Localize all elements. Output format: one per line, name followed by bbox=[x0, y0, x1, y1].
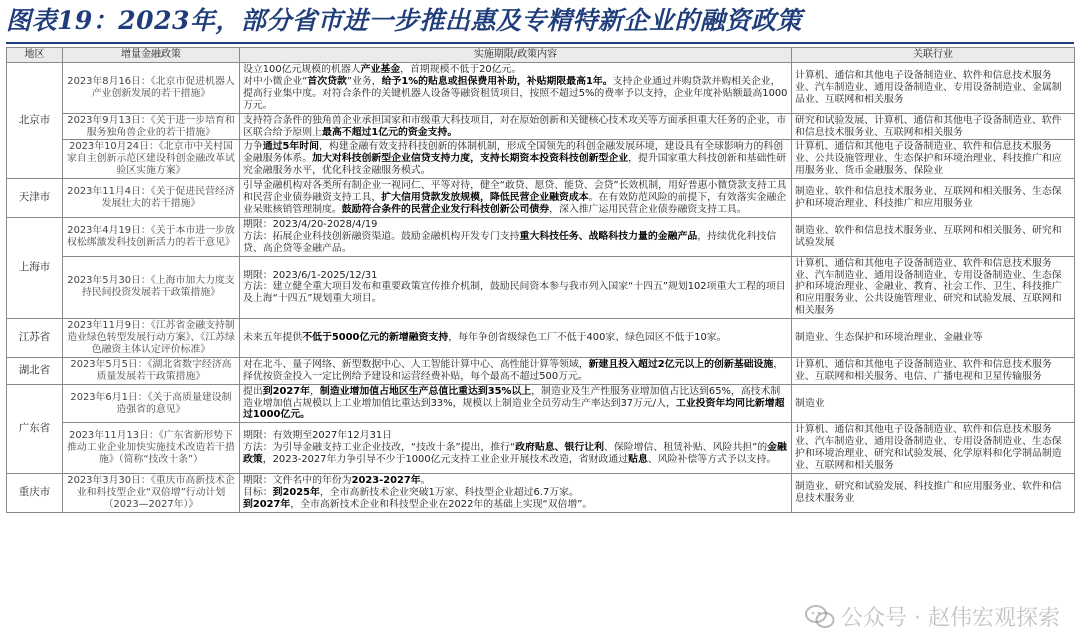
content-highlight: 制造业增加值占地区生产总值比重达到35%以上 bbox=[319, 385, 532, 397]
header-industry: 关联行业 bbox=[792, 48, 1075, 63]
table-row bbox=[7, 474, 1075, 513]
policy-cell: 2023年11月13日：《广东省新形势下推动工业企业加快实施技术改造若干措施》（简称“技改十条”） bbox=[63, 423, 240, 474]
content-text: 支持企业通过并购贷款并购相关企业，提高行业集中度。对符合条件的关键机器人设备等融资租赁项目，按照不超过5%的费率予以支持，企业年度补贴额最高1000万元。 bbox=[243, 75, 788, 111]
table-row bbox=[7, 140, 1075, 179]
table-row bbox=[7, 357, 1075, 384]
region-cell: 广东省 bbox=[7, 384, 63, 473]
content-text: 。 bbox=[420, 475, 431, 486]
region-cell: 上海市 bbox=[7, 217, 63, 318]
content-cell bbox=[240, 256, 792, 319]
content-highlight: 给予1%的贴息或担保费用补助，补贴期限最高1年。 bbox=[381, 75, 613, 87]
content-highlight: 金融政策 bbox=[243, 442, 787, 466]
header-policy: 增量金融政策 bbox=[63, 48, 240, 63]
industry-cell: 制造业、软件和信息技术服务业、互联网和相关服务、生态保护和环境治理业、科技推广和应用服务业 bbox=[792, 179, 1075, 218]
policy-cell: 2023年5月30日：《上海市加大力度支持民间投资发展若干政策措施》 bbox=[63, 256, 240, 319]
policy-cell: 2023年9月13日：《关于进一步培育和服务独角兽企业的若干措施》 bbox=[63, 113, 240, 140]
content-highlight: 鼓励符合条件的民营企业发行科技创新公司债券 bbox=[341, 203, 550, 215]
content-text: 未来五年提供 bbox=[243, 332, 303, 344]
content-text: 期限：文件名中的年份为 bbox=[243, 475, 352, 486]
content-cell bbox=[240, 217, 792, 256]
content-highlight: 贴息 bbox=[628, 454, 648, 466]
content-text: ，深入推广运用民营企业债券融资支持工具。 bbox=[549, 203, 747, 215]
industry-cell: 计算机、通信和其他电子设备制造业、软件和信息技术服务业、公共设施管理业、生态保护和环境治理业、科技推广和应用服务业、货币金融服务、保险业 bbox=[792, 140, 1075, 179]
content-highlight: 工业投资年均同比新增超过1000亿元。 bbox=[243, 397, 785, 421]
table-row bbox=[7, 179, 1075, 218]
content-highlight: 政府贴息、银行让利 bbox=[515, 442, 604, 454]
content-cell bbox=[240, 319, 792, 358]
watermark-text: 公众号 · 赵伟宏观探索 bbox=[841, 606, 1060, 630]
content-text: 对在北斗、量子网络、新型数据中心、人工智能计算中心、高性能计算等领域， bbox=[243, 358, 589, 370]
watermark bbox=[805, 601, 1060, 630]
content-cell bbox=[240, 474, 792, 513]
table-body bbox=[7, 63, 1075, 513]
header-region: 地区 bbox=[7, 48, 63, 63]
content-text: ，制造业及生产性服务业增加值占比达到65%，高技术制造业增加值占规模以上工业增加值比重达到33%，规模以上制造业全员劳动生产率达到37万元/人， bbox=[243, 385, 781, 409]
content-text: 、保险增信、租赁补贴、风险共担”的 bbox=[604, 442, 768, 454]
content-text: ，构建金融有效支持科技创新的体制机制，形成全国领先的科创金融发展环境，建设具有全球影响力的科创金融服务体系。 bbox=[243, 141, 784, 165]
content-highlight: 通过5年时间 bbox=[262, 141, 320, 153]
content-cell bbox=[240, 179, 792, 218]
content-highlight: 最高不超过1亿元的资金支持。 bbox=[322, 126, 458, 138]
policy-cell: 2023年5月5日：《湖北省数字经济高质量发展若干政策措施》 bbox=[63, 357, 240, 384]
content-text: 力争 bbox=[243, 141, 263, 153]
table-row bbox=[7, 63, 1075, 114]
content-text: ，全市高新技术企业突破1万家、科技型企业超过6.7万家。 bbox=[319, 486, 579, 498]
content-text: ”业务， bbox=[346, 75, 382, 87]
content-highlight: 加大对科技创新型企业信贷支持力度，支持长期资本投资科技创新型企业 bbox=[312, 153, 629, 165]
content-text: 方法：拓展企业科技创新融资渠道。鼓励金融机构开发专门支持 bbox=[243, 230, 520, 242]
content-text: 目标： bbox=[243, 486, 273, 498]
content-cell bbox=[240, 357, 792, 384]
policy-cell: 2023年8月16日：《北京市促进机器人产业创新发展的若干措施》 bbox=[63, 63, 240, 114]
policy-cell: 2023年11月4日：《关于促进民营经济发展壮大的若干措施》 bbox=[63, 179, 240, 218]
industry-cell: 制造业、软件和信息技术服务业、互联网和相关服务、研究和试验发展 bbox=[792, 217, 1075, 256]
table-row bbox=[7, 113, 1075, 140]
policy-table bbox=[6, 47, 1075, 513]
industry-cell: 研究和试验发展、计算机、通信和其他电子设备制造业、软件和信息技术服务业、互联网和相关服务 bbox=[792, 113, 1075, 140]
policy-cell: 2023年4月19日：《关于本市进一步放权松绑激发科技创新活力的若干意见》 bbox=[63, 217, 240, 256]
industry-cell: 计算机、通信和其他电子设备制造业、软件和信息技术服务业、汽车制造业、通用设备制造业、专用设备制造业、生态保护和环境治理业、金融业、教育、社会工作、卫生、科技推广和应用服务业、公共设施管理业、研究和试验发展、互联网和相关服务 bbox=[792, 256, 1075, 319]
content-text: ，每年争创省级绿色工厂不低于400家、绿色园区不低于10家。 bbox=[448, 332, 727, 344]
content-highlight: 到2027年 bbox=[262, 385, 310, 397]
content-text: ，提升国家重大科技创新和基础性研究金融服务水平，优化科技金融服务模式。 bbox=[243, 153, 787, 177]
table-row bbox=[7, 384, 1075, 423]
content-text: 期限：2023/4/20-2028/4/19 bbox=[243, 218, 378, 230]
page-title: 图表19：2023年，部分省市进一步推出惠及专精特新企业的融资政策 bbox=[6, 6, 802, 35]
content-text: ，2023-2027年力争引导不少于1000亿元支持工业企业开展技术改造，省财政通过 bbox=[262, 454, 629, 466]
wechat-icon bbox=[805, 604, 835, 630]
policy-cell: 2023年3月30日：《重庆市高新技术企业和科技型企业“双倍增”行动计划（2023—2027年）》 bbox=[63, 474, 240, 513]
content-highlight: 不低于5000亿元的新增融资支持 bbox=[302, 332, 449, 344]
content-text: 支持符合条件的独角兽企业承担国家和市级重大科技项目，对在原始创新和关键核心技术攻关等方面承担重大任务的企业，市区联合给予原则上 bbox=[243, 114, 787, 138]
industry-cell: 计算机、通信和其他电子设备制造业、软件和信息技术服务业、互联网和相关服务、电信、广播电视和卫星传输服务 bbox=[792, 357, 1075, 384]
content-text: 方法：为引导金融支持工业企业技改，“技改十条”提出，推行“ bbox=[243, 442, 516, 454]
industry-cell: 制造业、生态保护和环境治理业、金融业等 bbox=[792, 319, 1075, 358]
content-text: 方法：建立健全重大项目发布和重要政策宣传推介机制，鼓励民间资本参与我市列入国家“十四五”规划102项重大工程的项目及上海“十四五”规划重大项目。 bbox=[243, 281, 786, 305]
content-text: 。在有效防范风险的前提下，有效落实金融企业呆账核销管理制度。 bbox=[243, 192, 787, 215]
content-highlight: 重大科技任务、战略科技力量的金融产品 bbox=[519, 230, 698, 242]
content-text: 期限：有效期至2027年12月31日 bbox=[243, 430, 393, 442]
table-header-row bbox=[7, 48, 1075, 63]
table-row bbox=[7, 256, 1075, 319]
content-cell bbox=[240, 384, 792, 423]
content-text: 提出 bbox=[243, 385, 263, 397]
industry-cell: 制造业 bbox=[792, 384, 1075, 423]
region-cell: 重庆市 bbox=[7, 474, 63, 513]
content-highlight: 到2025年 bbox=[272, 486, 320, 498]
content-highlight: 到2027年 bbox=[243, 498, 291, 510]
region-cell: 天津市 bbox=[7, 179, 63, 218]
region-cell: 江苏省 bbox=[7, 319, 63, 358]
content-text: ， bbox=[310, 385, 320, 397]
content-text: ，首期规模不低于20亿元。 bbox=[400, 64, 522, 75]
title-underline bbox=[6, 42, 1074, 44]
content-cell bbox=[240, 140, 792, 179]
content-text: ，持续优化科技信贷、高企贷等金融产品。 bbox=[243, 230, 777, 254]
content-cell bbox=[240, 113, 792, 140]
content-text: 期限：2023/6/1-2025/12/31 bbox=[243, 269, 378, 281]
table-row bbox=[7, 217, 1075, 256]
industry-cell: 计算机、通信和其他电子设备制造业、软件和信息技术服务业、汽车制造业、通用设备制造业、专用设备制造业、金属制品业、互联网和相关服务 bbox=[792, 63, 1075, 114]
region-cell: 湖北省 bbox=[7, 357, 63, 384]
table-row bbox=[7, 423, 1075, 474]
header-content: 实施期限/政策内容 bbox=[240, 48, 792, 63]
content-text: ，全市高新技术企业和科技型企业在2022年的基础上实现“双倍增”。 bbox=[290, 498, 593, 510]
content-text: ，择优按资金投入一定比例给予建设和运营经费补贴，每个最高不超过500万元。 bbox=[243, 358, 784, 382]
industry-cell: 计算机、通信和其他电子设备制造业、软件和信息技术服务业、汽车制造业、通用设备制造业、专用设备制造业、生态保护和环境治理业、研究和试验发展、化学原料和化学制品制造业、互联网和相关服务 bbox=[792, 423, 1075, 474]
content-text: 引导金融机构对各类所有制企业一视同仁、平等对待，健全“敢贷、愿贷、能贷、会贷”长效机制，用好普惠小微贷款支持工具和民营企业债券融资支持工具， bbox=[243, 180, 787, 204]
policy-cell: 2023年6月1日：《关于高质量建设制造强省的意见》 bbox=[63, 384, 240, 423]
content-cell bbox=[240, 63, 792, 114]
content-cell bbox=[240, 423, 792, 474]
content-text: 对中小微企业“ bbox=[243, 75, 308, 87]
content-text: 设立100亿元规模的机器人 bbox=[243, 64, 361, 75]
content-highlight: 新建且投入超过2亿元以上的创新基础设施 bbox=[588, 358, 774, 370]
policy-cell: 2023年11月9日：《江苏省金融支持制造业绿色转型发展行动方案》、《江苏绿色融资主体认定评价标准》 bbox=[63, 319, 240, 358]
content-highlight: 产业基金 bbox=[360, 64, 401, 75]
content-highlight: 扩大信用贷款发放规模，降低民营企业融资成本 bbox=[381, 192, 589, 204]
industry-cell: 制造业、研究和试验发展、科技推广和应用服务业、软件和信息技术服务业 bbox=[792, 474, 1075, 513]
region-cell: 北京市 bbox=[7, 63, 63, 179]
policy-cell: 2023年10月24日：《北京市中关村国家自主创新示范区建设科创金融改革试验区实施方案》 bbox=[63, 140, 240, 179]
content-text: 、风险补偿等方式予以支持。 bbox=[647, 454, 777, 466]
content-highlight: 首次贷款 bbox=[307, 75, 347, 87]
content-highlight: 2023-2027年 bbox=[351, 475, 421, 486]
table-row bbox=[7, 319, 1075, 358]
